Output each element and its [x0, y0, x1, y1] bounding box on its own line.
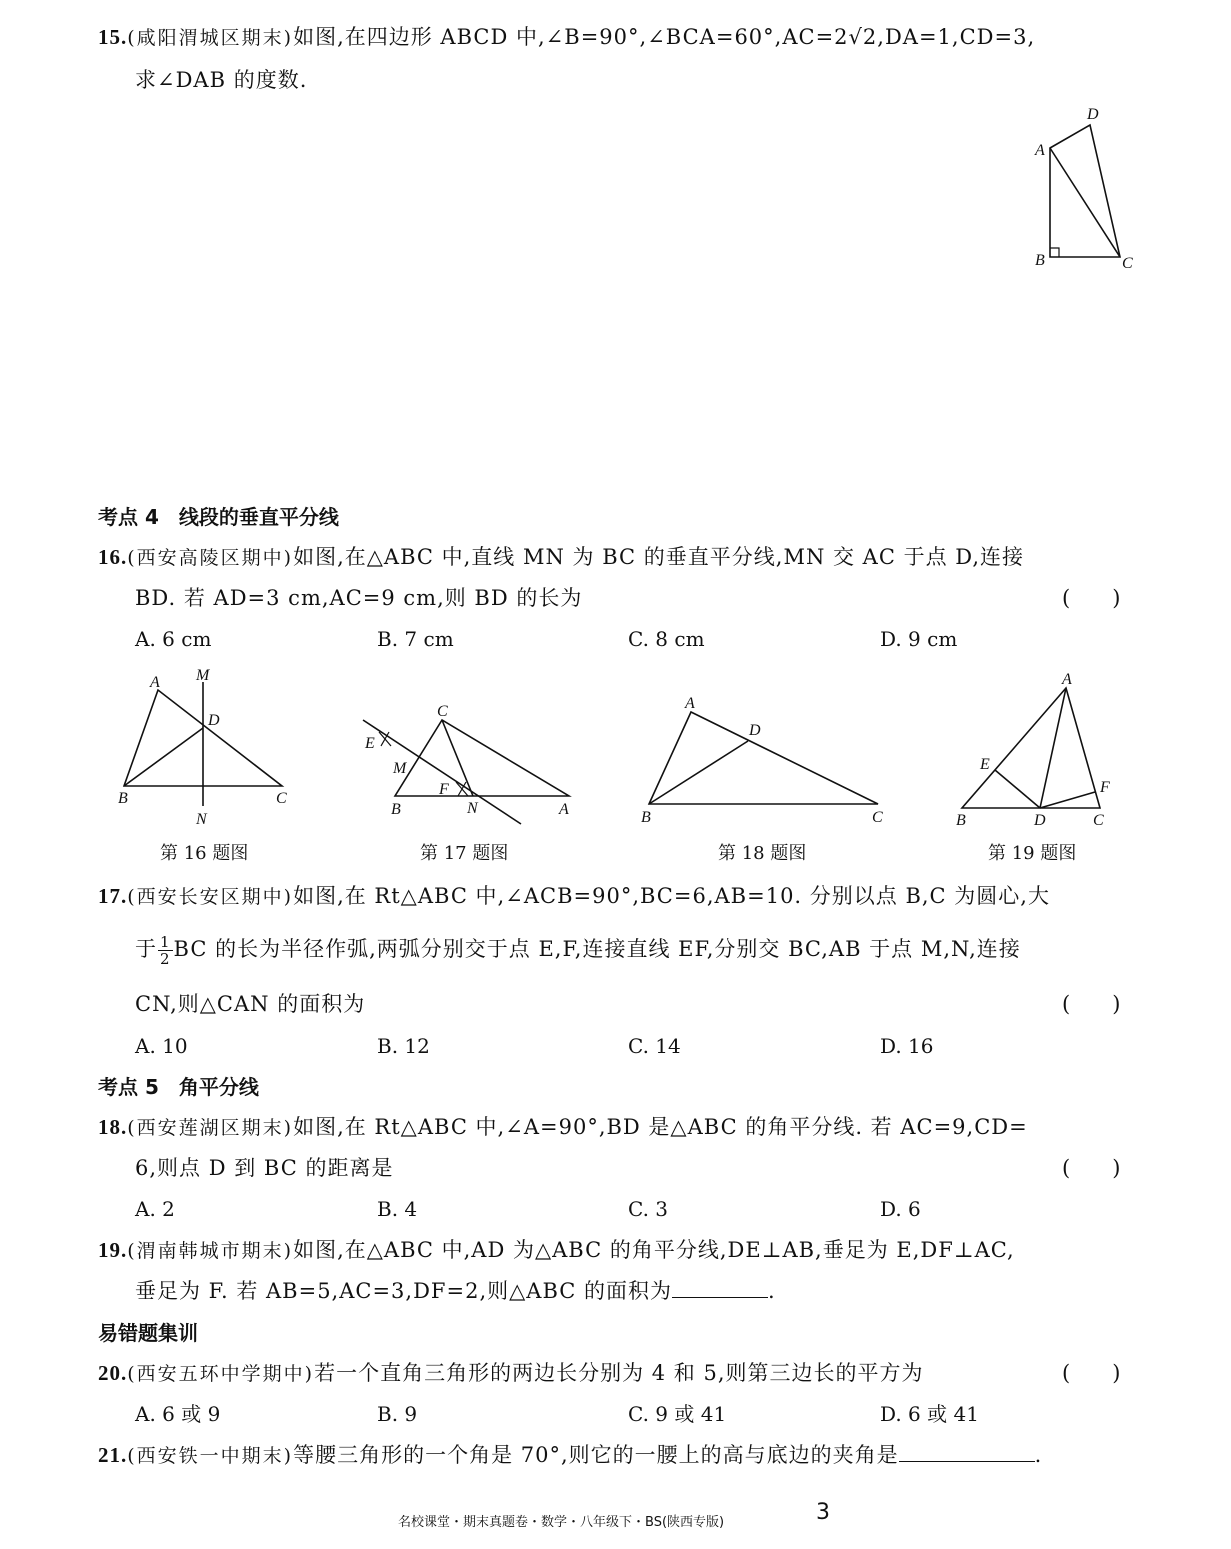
fraction-denominator: 2: [160, 950, 171, 968]
q16-option-d: D. 9 cm: [880, 627, 958, 651]
fig16-label-n: N: [196, 811, 207, 828]
q20-option-a: A. 6 或 9: [135, 1402, 221, 1426]
q19-line1: [98, 1235, 1015, 1266]
q17-text-1: 如图,在 Rt△ABC 中,∠ACB=90°,BC=6,AB=10. 分别以点 B,C 为圆心,大: [293, 884, 1050, 908]
q19-text-1: 如图,在△ABC 中,AD 为△ABC 的角平分线,DE⊥AB,垂足为 E,DF⊥AC,: [293, 1238, 1015, 1262]
fig19-label-a: A: [1062, 671, 1072, 688]
q16-option-b: B. 7 cm: [377, 627, 454, 651]
section-heading-error-prone: 易错题集训: [98, 1321, 198, 1345]
page-footer: 名校课堂・期末真题卷・数学・八年级下・BS(陕西专版): [398, 1515, 725, 1530]
q19-text-2: 垂足为 F. 若 AB=5,AC=3,DF=2,则△ABC 的面积为: [135, 1279, 673, 1303]
q20-source: (西安五环中学期中): [127, 1363, 315, 1385]
q21-end-period: .: [1034, 1443, 1043, 1467]
fig18-label-b: B: [641, 809, 651, 826]
fig19-segment-de: [995, 770, 1040, 808]
fig15-diagonal-ac: [1050, 148, 1120, 257]
section-heading-5: 考点 5 角平分线: [98, 1075, 259, 1099]
figure-16: [110, 660, 310, 830]
q16-number: 16.: [98, 545, 128, 569]
q17-line3: CN,则△CAN 的面积为: [135, 992, 366, 1016]
fig16-label-c: C: [276, 790, 287, 807]
q18-number: 18.: [98, 1115, 128, 1139]
fraction-one-half: [158, 934, 173, 967]
fig17-label-f: F: [439, 781, 449, 798]
q20-option-b: B. 9: [377, 1402, 418, 1426]
fig15-label-b: B: [1035, 252, 1045, 269]
q20-text-1: 若一个直角三角形的两边长分别为 4 和 5,则第三边长的平方为: [314, 1361, 924, 1385]
q16-option-a: A. 6 cm: [135, 627, 212, 651]
q17-line1: [98, 881, 1050, 912]
fig17-label-b: B: [391, 801, 401, 818]
q15-text-1: 如图,在四边形 ABCD 中,∠B=90°,∠BCA=60°,AC=2√2,DA=1,CD=3,: [293, 25, 1036, 49]
q15-source: (咸阳渭城区期末): [127, 27, 294, 49]
section-heading-4: 考点 4 线段的垂直平分线: [98, 505, 339, 529]
fig16-label-d: D: [208, 712, 220, 729]
fig19-label-b: B: [956, 812, 966, 829]
q20-option-d: D. 6 或 41: [880, 1402, 979, 1426]
fig16-segment-bd: [124, 728, 203, 786]
caption-figure-19: 第 19 题图: [988, 843, 1077, 864]
fig19-segment-df: [1040, 792, 1095, 808]
q19-answer-blank[interactable]: [672, 1279, 768, 1298]
q19-source: (渭南韩城市期末): [127, 1240, 294, 1262]
fig17-label-m: M: [393, 760, 407, 777]
fig15-label-c: C: [1122, 255, 1133, 272]
q20-answer-paren: ( ): [1062, 1361, 1121, 1385]
q20-number: 20.: [98, 1361, 128, 1385]
q17-line2: [135, 934, 1021, 967]
fig18-triangle: [649, 712, 878, 804]
fig19-label-d: D: [1034, 812, 1046, 829]
q20-line1: [98, 1358, 924, 1389]
q16-text-1: 如图,在△ABC 中,直线 MN 为 BC 的垂直平分线,MN 交 AC 于点 D,连接: [293, 545, 1025, 569]
fig19-triangle: [962, 688, 1100, 808]
fig18-label-a: A: [685, 695, 695, 712]
q16-option-c: C. 8 cm: [628, 627, 705, 651]
fig18-label-c: C: [872, 809, 883, 826]
fig17-label-a: A: [559, 801, 569, 818]
q17-text-2-pre: 于: [135, 937, 157, 961]
q16-answer-paren: ( ): [1062, 586, 1121, 610]
caption-figure-16: 第 16 题图: [160, 843, 249, 864]
q18-option-a: A. 2: [135, 1197, 175, 1221]
fig19-label-c: C: [1093, 812, 1104, 829]
figure-17: [355, 700, 580, 830]
figure-19: [950, 668, 1125, 830]
q16-line1: [98, 542, 1024, 573]
q17-answer-paren: ( ): [1062, 992, 1121, 1016]
fig17-label-n: N: [467, 800, 478, 817]
q17-option-a: A. 10: [135, 1034, 188, 1058]
fig15-label-a: A: [1035, 142, 1045, 159]
fig17-arc-mark-f: [456, 782, 468, 796]
q16-line2: BD. 若 AD=3 cm,AC=9 cm,则 BD 的长为: [135, 586, 583, 610]
fig15-label-d: D: [1087, 106, 1099, 123]
q21-line1: [98, 1440, 1042, 1471]
fig19-label-e: E: [980, 756, 990, 773]
q17-source: (西安长安区期中): [127, 886, 294, 908]
fig15-right-angle-mark: [1050, 248, 1059, 257]
q18-text-1: 如图,在 Rt△ABC 中,∠A=90°,BD 是△ABC 的角平分线. 若 AC=9,CD=: [293, 1115, 1028, 1139]
q17-text-2-post: BC 的长为半径作弧,两弧分别交于点 E,F,连接直线 EF,分别交 BC,AB 于点 M,N,连接: [173, 937, 1021, 961]
figure-18: [635, 690, 895, 830]
q15-number: 15.: [98, 25, 128, 49]
fig17-label-e: E: [365, 735, 375, 752]
fig18-label-d: D: [749, 722, 761, 739]
fraction-numerator: 1: [160, 933, 171, 951]
q17-option-d: D. 16: [880, 1034, 934, 1058]
q18-source: (西安莲湖区期末): [127, 1117, 294, 1139]
fig15-quadrilateral: [1050, 125, 1120, 257]
fig19-label-f: F: [1100, 779, 1110, 796]
fig16-label-m: M: [196, 667, 210, 684]
fig17-label-c: C: [437, 703, 448, 720]
q18-line2: 6,则点 D 到 BC 的距离是: [135, 1156, 394, 1180]
fig19-segment-ad: [1040, 688, 1066, 808]
q16-source: (西安高陵区期中): [127, 547, 294, 569]
q21-text-1: 等腰三角形的一个角是 70°,则它的一腰上的高与底边的夹角是: [293, 1443, 899, 1467]
fig16-label-b: B: [118, 790, 128, 807]
q18-option-c: C. 3: [628, 1197, 669, 1221]
q17-option-b: B. 12: [377, 1034, 430, 1058]
caption-figure-18: 第 18 题图: [718, 843, 807, 864]
q21-source: (西安铁一中期末): [127, 1445, 294, 1467]
figure-15: [1025, 100, 1150, 275]
page-number: 3: [816, 1500, 830, 1525]
q17-number: 17.: [98, 884, 128, 908]
q18-line1: [98, 1112, 1028, 1143]
q19-line2: [135, 1276, 776, 1306]
caption-figure-17: 第 17 题图: [420, 843, 509, 864]
q20-option-c: C. 9 或 41: [628, 1402, 727, 1426]
fig16-label-a: A: [150, 674, 160, 691]
q19-end-period: .: [768, 1279, 776, 1303]
q21-number: 21.: [98, 1443, 128, 1467]
q17-option-c: C. 14: [628, 1034, 681, 1058]
q18-option-d: D. 6: [880, 1197, 921, 1221]
q15-line1: [98, 22, 1035, 53]
q15-line2: 求∠DAB 的度数.: [135, 68, 308, 92]
q19-number: 19.: [98, 1238, 128, 1262]
q18-option-b: B. 4: [377, 1197, 418, 1221]
q21-answer-blank[interactable]: [899, 1443, 1035, 1462]
q18-answer-paren: ( ): [1062, 1156, 1121, 1180]
